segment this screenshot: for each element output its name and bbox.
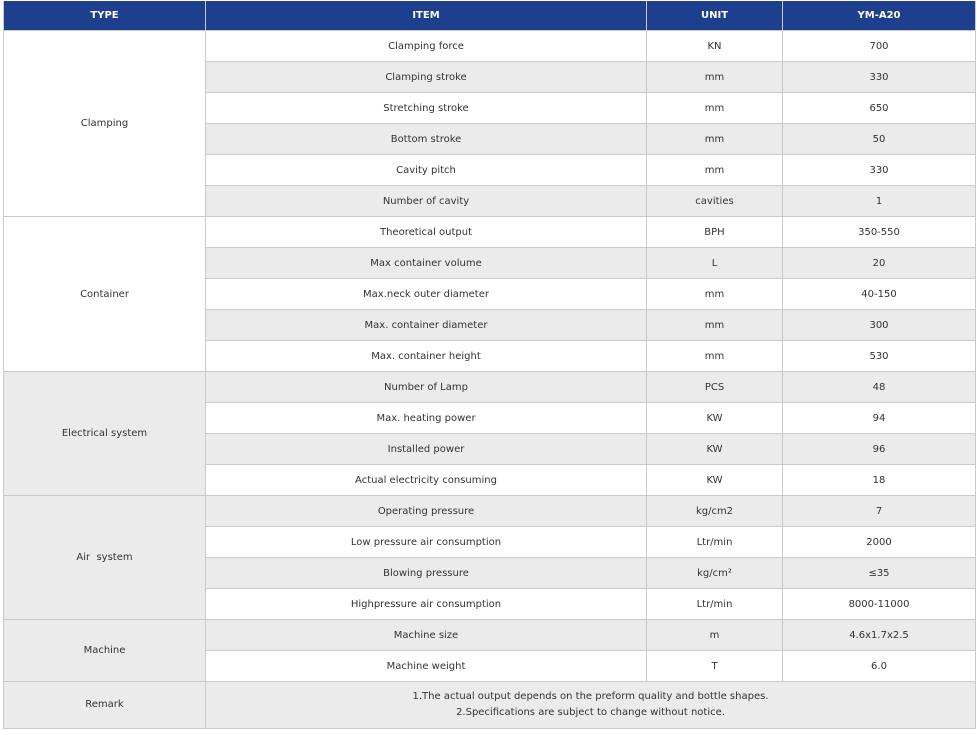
item-cell: Clamping stroke: [206, 62, 647, 93]
remark-row: [4, 682, 976, 729]
group-air: Air system: [4, 496, 206, 620]
value-cell: ≤35: [783, 558, 976, 589]
value-cell: 18: [783, 465, 976, 496]
remark-notes: [206, 682, 976, 729]
value-cell: 1: [783, 186, 976, 217]
item-cell: Operating pressure: [206, 496, 647, 527]
item-cell: Machine weight: [206, 651, 647, 682]
item-cell: Max container volume: [206, 248, 647, 279]
unit-cell: mm: [647, 124, 783, 155]
unit-cell: BPH: [647, 217, 783, 248]
unit-cell: mm: [647, 279, 783, 310]
item-cell: Number of cavity: [206, 186, 647, 217]
table-row: [4, 620, 976, 651]
unit-cell: kg/cm²: [647, 558, 783, 589]
value-cell: 350-550: [783, 217, 976, 248]
unit-cell: KW: [647, 465, 783, 496]
unit-cell: KW: [647, 403, 783, 434]
unit-cell: KW: [647, 434, 783, 465]
unit-cell: m: [647, 620, 783, 651]
value-cell: 650: [783, 93, 976, 124]
unit-cell: Ltr/min: [647, 589, 783, 620]
unit-cell: mm: [647, 62, 783, 93]
header-unit: UNIT: [647, 1, 783, 31]
value-cell: 530: [783, 341, 976, 372]
item-cell: Blowing pressure: [206, 558, 647, 589]
header-row: [4, 1, 976, 31]
unit-cell: KN: [647, 31, 783, 62]
item-cell: Actual electricity consuming: [206, 465, 647, 496]
value-cell: 48: [783, 372, 976, 403]
item-cell: Cavity pitch: [206, 155, 647, 186]
item-cell: Clamping force: [206, 31, 647, 62]
unit-cell: cavities: [647, 186, 783, 217]
item-cell: Max. heating power: [206, 403, 647, 434]
unit-cell: mm: [647, 93, 783, 124]
value-cell: 2000: [783, 527, 976, 558]
table-row: [4, 372, 976, 403]
item-cell: Highpressure air consumption: [206, 589, 647, 620]
item-cell: Max. container diameter: [206, 310, 647, 341]
table-row: [4, 217, 976, 248]
value-cell: 4.6x1.7x2.5: [783, 620, 976, 651]
item-cell: Machine size: [206, 620, 647, 651]
value-cell: 8000-11000: [783, 589, 976, 620]
unit-cell: Ltr/min: [647, 527, 783, 558]
unit-cell: mm: [647, 341, 783, 372]
unit-cell: mm: [647, 310, 783, 341]
unit-cell: PCS: [647, 372, 783, 403]
group-clamping: Clamping: [4, 31, 206, 217]
remark-line-2: 2.Specifications are subject to change without notice.: [456, 707, 725, 718]
unit-cell: T: [647, 651, 783, 682]
value-cell: 6.0: [783, 651, 976, 682]
value-cell: 50: [783, 124, 976, 155]
header-item: ITEM: [206, 1, 647, 31]
value-cell: 20: [783, 248, 976, 279]
value-cell: 40-150: [783, 279, 976, 310]
unit-cell: L: [647, 248, 783, 279]
group-container: Container: [4, 217, 206, 372]
value-cell: 700: [783, 31, 976, 62]
spec-table: [3, 1, 976, 729]
value-cell: 330: [783, 155, 976, 186]
group-machine: Machine: [4, 620, 206, 682]
item-cell: Installed power: [206, 434, 647, 465]
item-cell: Max.neck outer diameter: [206, 279, 647, 310]
unit-cell: kg/cm2: [647, 496, 783, 527]
value-cell: 300: [783, 310, 976, 341]
value-cell: 96: [783, 434, 976, 465]
item-cell: Low pressure air consumption: [206, 527, 647, 558]
remark-line-1: 1.The actual output depends on the preform quality and bottle shapes.: [412, 691, 769, 702]
unit-cell: mm: [647, 155, 783, 186]
item-cell: Bottom stroke: [206, 124, 647, 155]
header-type: TYPE: [4, 1, 206, 31]
value-cell: 7: [783, 496, 976, 527]
table-row: [4, 31, 976, 62]
group-remark: Remark: [4, 682, 206, 729]
value-cell: 330: [783, 62, 976, 93]
header-model: YM-A20: [783, 1, 976, 31]
item-cell: Max. container height: [206, 341, 647, 372]
item-cell: Theoretical output: [206, 217, 647, 248]
table-row: [4, 496, 976, 527]
value-cell: 94: [783, 403, 976, 434]
item-cell: Number of Lamp: [206, 372, 647, 403]
group-electrical: Electrical system: [4, 372, 206, 496]
item-cell: Stretching stroke: [206, 93, 647, 124]
